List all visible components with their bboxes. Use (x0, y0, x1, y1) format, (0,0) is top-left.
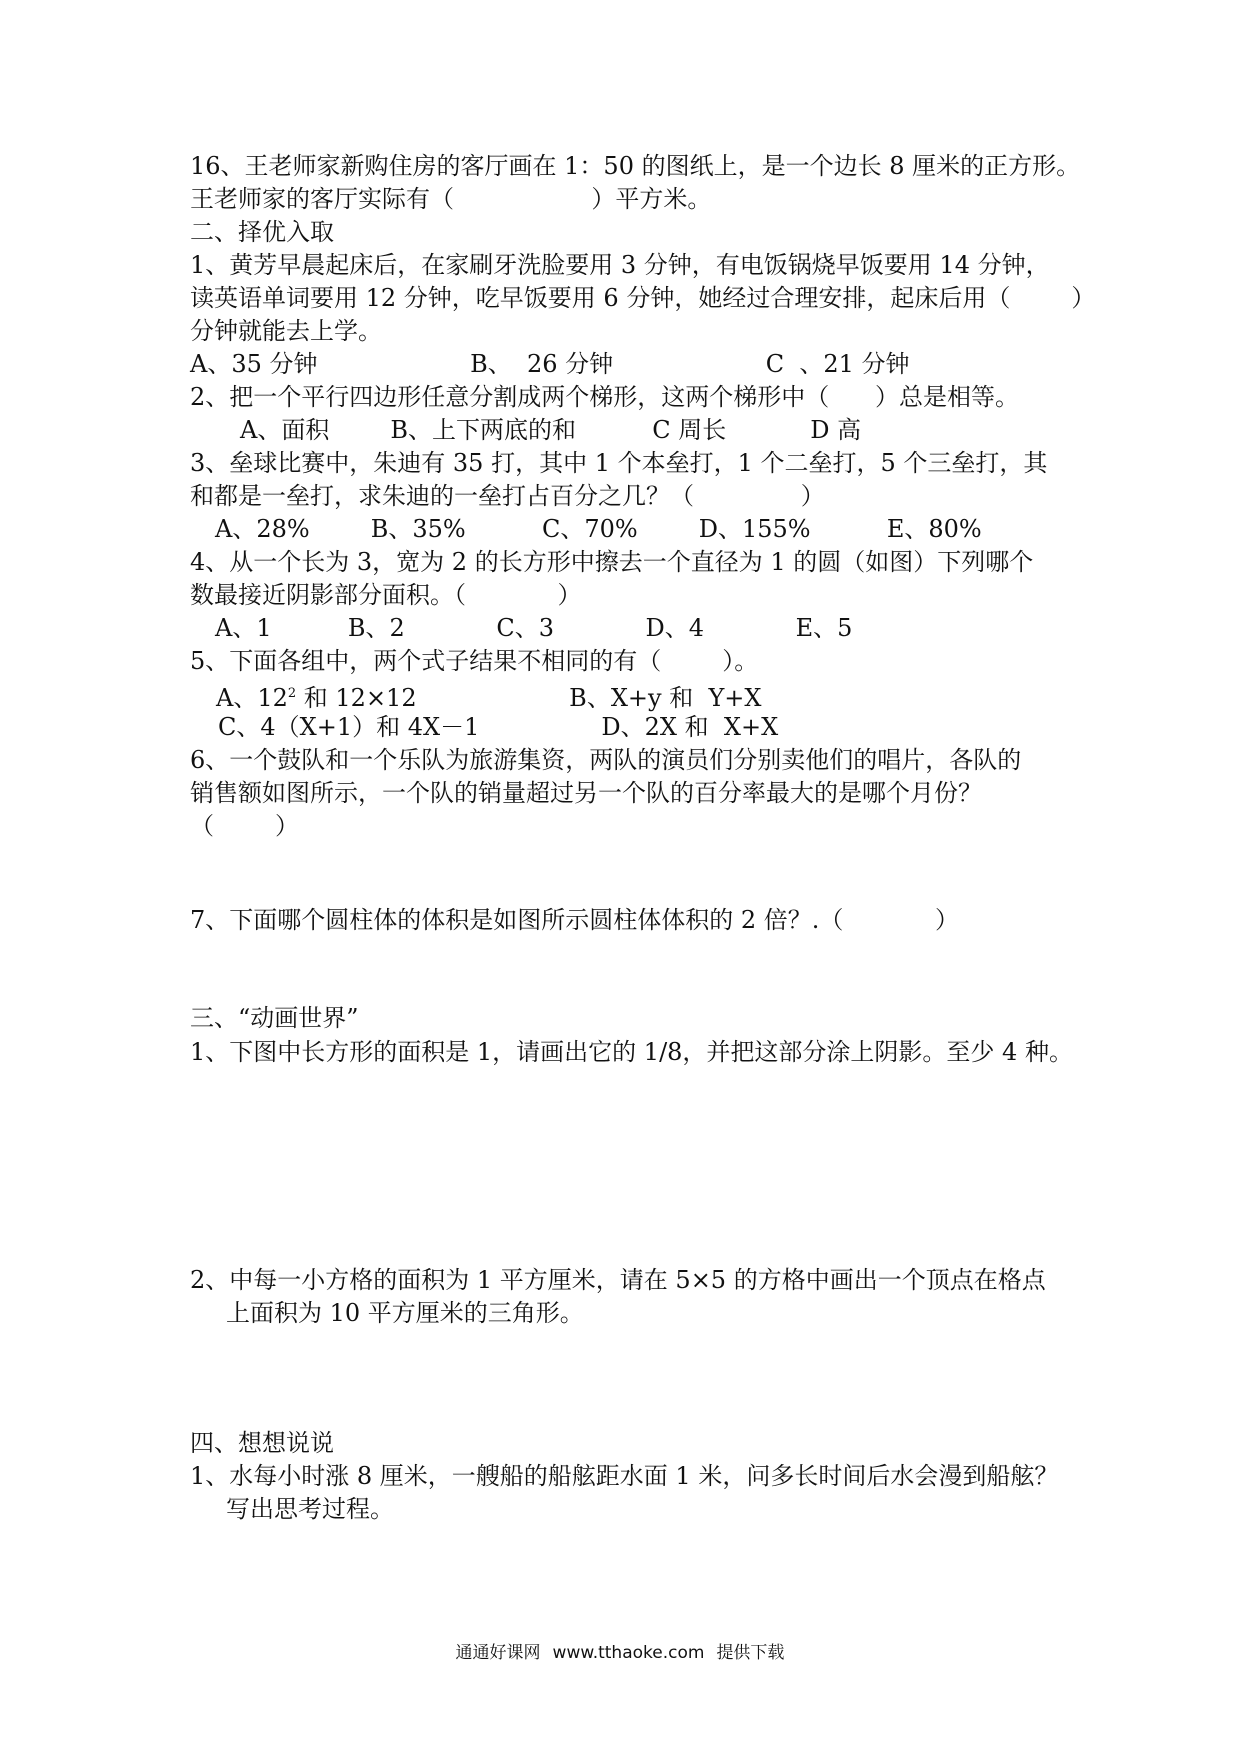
s2-q3-options: A、28% B、35% C、70% D、155% E、80% (215, 515, 982, 543)
s2-q5-optionA-pre: A、12 (216, 684, 288, 712)
q16-line2: 王老师家的客厅实际有（ ）平方米。 (190, 185, 712, 213)
footer-site-name: 通通好课网 (455, 1643, 541, 1663)
s4-q1-line2: 写出思考过程。 (226, 1495, 394, 1523)
s2-q6-line1: 6、一个鼓队和一个乐队为旅游集资，两队的演员们分别卖他们的唱片，各队的 (190, 746, 1022, 774)
s3-q2-line2: 上面积为 10 平方厘米的三角形。 (226, 1299, 584, 1327)
section4-title: 四、想想说说 (190, 1429, 334, 1457)
page-footer (0, 1638, 1240, 1663)
s4-q1-line1: 1、水每小时涨 8 厘米，一艘船的船舷距水面 1 米，问多长时间后水会漫到船舷？ (190, 1462, 1059, 1490)
s2-q1-line1: 1、黄芳早晨起床后，在家刷牙洗脸要用 3 分钟，有电饭锅烧早饭要用 14 分钟， (190, 251, 1050, 279)
s2-q4-line1: 4、从一个长为 3，宽为 2 的长方形中擦去一个直径为 1 的圆（如图）下列哪个 (190, 548, 1034, 576)
s2-q5-options-line2: C、4（X+1）和 4X－1 D、2X 和 X+X (218, 713, 779, 741)
q16-line1: 16、王老师家新购住房的客厅画在 1：50 的图纸上，是一个边长 8 厘米的正方形。 (190, 152, 1081, 180)
s3-q1: 1、下图中长方形的面积是 1，请画出它的 1/8，并把这部分涂上阴影。至少 4 种。 (190, 1038, 1073, 1066)
footer-url[interactable]: www.tthaoke.com (552, 1643, 705, 1663)
section3-title: 三、“动画世界” (190, 1004, 359, 1032)
s2-q3-line1: 3、垒球比赛中，朱迪有 35 打，其中 1 个本垒打，1 个二垒打，5 个三垒打，其 (190, 449, 1048, 477)
s2-q5-options-line1 (216, 678, 762, 714)
footer-suffix: 提供下载 (716, 1643, 785, 1663)
s2-q1-line2: 读英语单词要用 12 分钟，吃早饭要用 6 分钟，她经过合理安排，起床后用（ ） (190, 284, 1096, 312)
s2-q4-options: A、1 B、2 C、3 D、4 E、5 (215, 614, 853, 642)
s2-q2-options: A、面积 B、上下两底的和 C 周长 D 高 (240, 416, 862, 444)
s2-q5-optionA-post: 和 12×12 B、X+y 和 Y+X (296, 684, 762, 712)
s2-q1-options: A、35 分钟 B、 26 分钟 C 、21 分钟 (190, 350, 910, 378)
s2-q2-line1: 2、把一个平行四边形任意分割成两个梯形，这两个梯形中（ ）总是相等。 (190, 383, 1020, 411)
s2-q3-line2: 和都是一垒打，求朱迪的一垒打占百分之几？（ ） (190, 482, 825, 510)
s2-q7-line1: 7、下面哪个圆柱体的体积是如图所示圆柱体体积的 2 倍？.（ ） (190, 906, 959, 934)
s2-q6-line2: 销售额如图所示，一个队的销量超过另一个队的百分率最大的是哪个月份？ (190, 779, 982, 807)
s2-q4-line2: 数最接近阴影部分面积。（ ） (190, 581, 582, 609)
s2-q5-line1: 5、下面各组中，两个式子结果不相同的有（ ）。 (190, 647, 759, 675)
section2-title: 二、择优入取 (190, 218, 334, 246)
s2-q1-line3: 分钟就能去上学。 (190, 317, 382, 345)
s2-q5-optionA-sup: 2 (287, 686, 297, 701)
s2-q6-line3: （ ） (190, 812, 300, 840)
s3-q2-line1: 2、中每一小方格的面积为 1 平方厘米，请在 5×5 的方格中画出一个顶点在格点 (190, 1266, 1046, 1294)
